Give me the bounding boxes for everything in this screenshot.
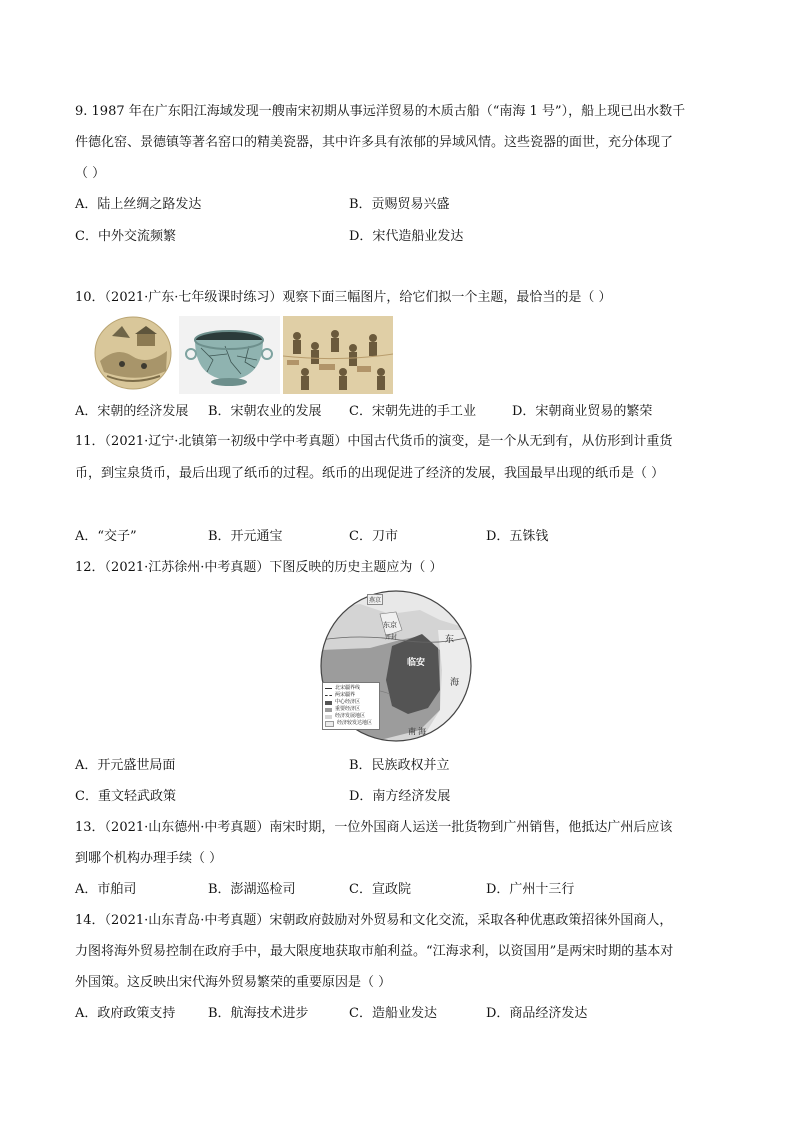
song-painting-round-fan-image [92, 316, 174, 391]
q11-option-c[interactable]: C．刀市 [349, 529, 398, 544]
q13-option-a[interactable]: A．市舶司 [75, 882, 137, 897]
map-label-dong: 东 [445, 635, 455, 645]
map-label-linan: 临安 [407, 658, 426, 668]
ru-ware-porcelain-censer-image [179, 316, 280, 394]
q13-option-c[interactable]: C．宣政院 [349, 882, 411, 897]
legend-label: 中心经济区 [335, 699, 361, 705]
q10-option-d[interactable]: D．宋朝商业贸易的繁荣 [512, 404, 653, 419]
q12-option-b[interactable]: B．民族政权并立 [349, 758, 450, 773]
q10-stem-line1: 10．（2021·广东·七年级课时练习）观察下面三幅图片，给它们拟一个主题，最恰当的是（ ） [75, 290, 612, 305]
q11-option-d[interactable]: D．五铢钱 [486, 529, 549, 544]
q9-option-b[interactable]: B．贡赐贸易兴盛 [349, 197, 450, 212]
q14-option-b[interactable]: B．航海技术进步 [208, 1006, 309, 1021]
q11-option-b[interactable]: B．开元通宝 [208, 529, 283, 544]
q12-option-a[interactable]: A．开元盛世局面 [75, 758, 176, 773]
q9-option-c[interactable]: C．中外交流频繁 [75, 229, 176, 244]
q11-stem-line2: 币，到宝泉货币，最后出现了纸币的过程。纸币的出现促进了经济的发展，我国最早出现的纸币是（ ） [75, 466, 665, 481]
map-label-dongjing: 东京 [383, 621, 397, 629]
q12-option-d[interactable]: D．南方经济发展 [349, 789, 451, 804]
legend-label: 北宋疆界线 [335, 685, 361, 691]
q14-stem-line1: 14．（2021·山东青岛·中考真题）宋朝政府鼓励对外贸易和文化交流，采取各种优惠政策招徕外国商人， [75, 913, 673, 928]
song-economic-map [320, 590, 473, 742]
map-label-hai-east: 海 [450, 678, 460, 688]
legend-item [325, 692, 377, 699]
map-label-nan: 南 [408, 727, 416, 736]
q13-stem-line2: 到哪个机构办理手续（ ） [75, 851, 223, 866]
legend-label: 经济较发达地区 [337, 720, 373, 726]
q12-stem-line1: 12．（2021·江苏徐州·中考真题）下图反映的历史主题应为（ ） [75, 560, 443, 575]
legend-label: 重要经济区 [335, 706, 361, 712]
map-label-hai-south: 海 [418, 727, 426, 736]
q11-stem-line1: 11．（2021·辽宁·北镇第一初级中学中考真题）中国古代货币的演变，是一个从无到有，从仿形到计重货 [75, 434, 673, 449]
legend-item [325, 720, 377, 727]
q13-option-d[interactable]: D．广州十三行 [486, 882, 575, 897]
legend-item [325, 685, 377, 692]
legend-item [325, 713, 377, 720]
legend-item [325, 706, 377, 713]
q10-option-c[interactable]: C．宋朝先进的手工业 [349, 404, 476, 419]
q9-stem-line3: （ ） [75, 166, 106, 181]
legend-label: 经济发展地区 [335, 713, 366, 719]
q14-stem-line3: 外国策。这反映出宋代海外贸易繁荣的重要原因是（ ） [75, 975, 392, 990]
q9-option-d[interactable]: D．宋代造船业发达 [349, 229, 464, 244]
q14-option-d[interactable]: D．商品经济发达 [486, 1006, 588, 1021]
q12-option-c[interactable]: C．重文轻武政策 [75, 789, 176, 804]
map-label-kaifeng: 开封 [385, 634, 398, 641]
q10-option-b[interactable]: B．宋朝农业的发展 [208, 404, 322, 419]
q9-stem-line2: 件德化窑、景德镇等著名窑口的精美瓷器，其中许多具有浓郁的异域风情。这些瓷器的面世，充分体现了 [75, 135, 674, 150]
q11-option-a[interactable]: A．“交子” [75, 529, 137, 544]
song-market-scroll-painting-image [283, 316, 393, 394]
legend-label: 两宋疆界 [335, 692, 356, 698]
q9-stem-line1: 9. 1987 年在广东阳江海域发现一艘南宋初期从事远洋贸易的木质古船（“南海 1 号”），船上现已出水数千 [75, 104, 686, 119]
q13-stem-line1: 13．（2021·山东德州·中考真题）南宋时期，一位外国商人运送一批货物到广州销售，他抵达广州后应该 [75, 820, 673, 835]
q9-option-a[interactable]: A．陆上丝绸之路发达 [75, 197, 202, 212]
q13-option-b[interactable]: B．澎湖巡检司 [208, 882, 296, 897]
map-label-yanjing: 燕京 [367, 594, 383, 605]
map-legend [322, 682, 380, 730]
q10-option-a[interactable]: A．宋朝的经济发展 [75, 404, 189, 419]
legend-item [325, 699, 377, 706]
q14-option-c[interactable]: C．造船业发达 [349, 1006, 437, 1021]
q14-option-a[interactable]: A．政府政策支持 [75, 1006, 176, 1021]
q14-stem-line2: 力图将海外贸易控制在政府手中，最大限度地获取市舶利益。“江海求利，以资国用”是两宋时期的基本对 [75, 944, 674, 959]
